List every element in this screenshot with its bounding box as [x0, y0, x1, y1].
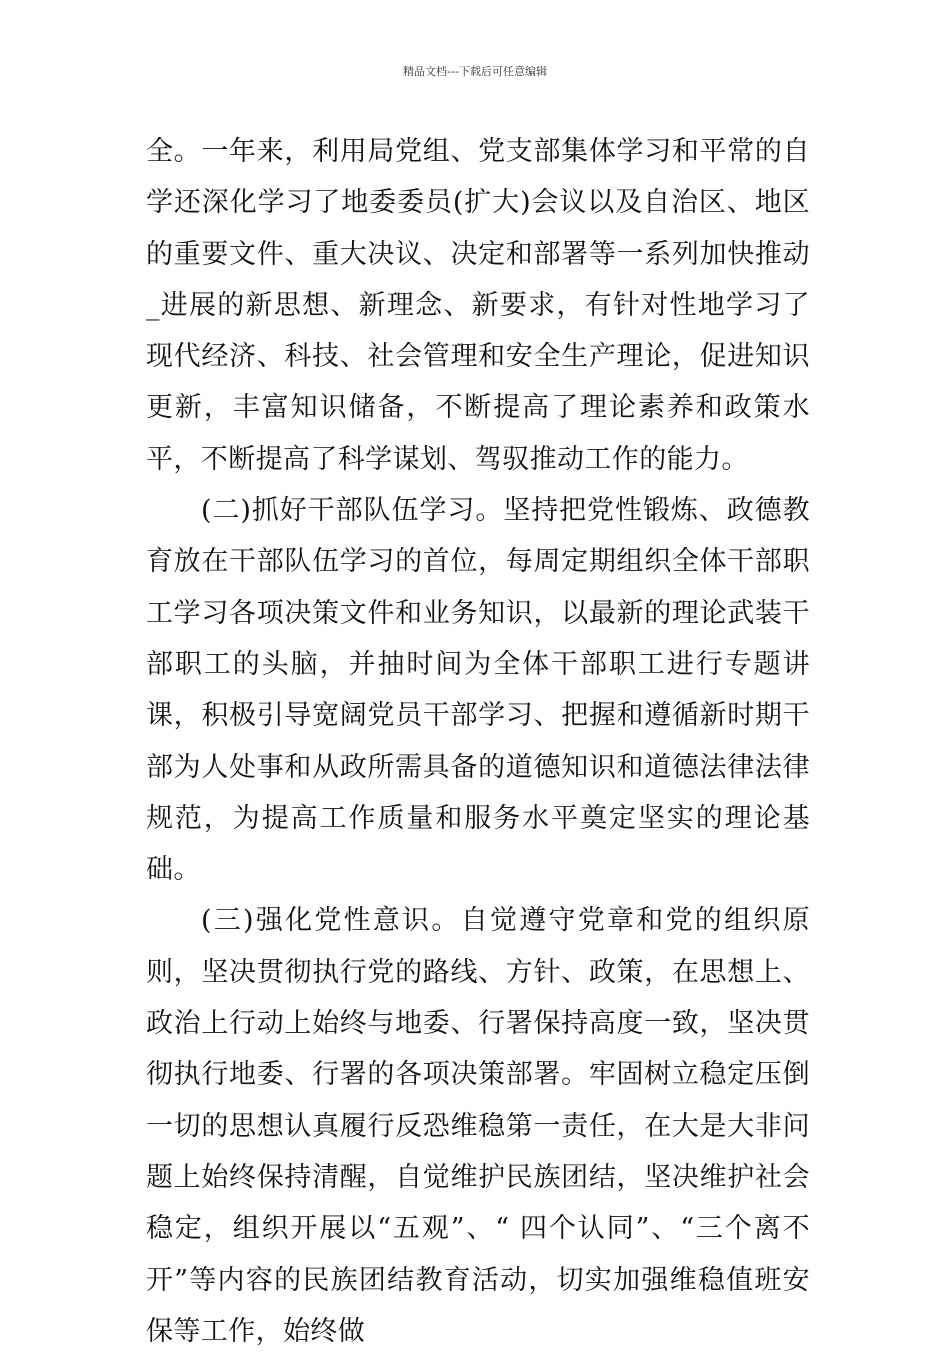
document-body — [146, 126, 810, 1357]
page-header: 精品文档---下载后可任意编辑 — [403, 65, 547, 78]
paragraph-continued: 全。一年来，利用局党组、党支部集体学习和平常的自学还深化学习了地委委员(扩大)会议以及自治区、地区的重要文件、重大决议、决定和部署等一系列加快推动_进展的新思想、新理念、新要求，有针对性地学习了现代经济、科技、社会管理和安全生产理论，促进知识更新，丰富知识储备，不断提高了理论素养和政策水平，不断提高了科学谋划、驾驭推动工作的能力。 — [146, 136, 810, 475]
paragraph-cadre-study: (二)抓好干部队伍学习。坚持把党性锻炼、政德教育放在干部队伍学习的首位，每周定期组织全体干部职工学习各项决策文件和业务知识，以最新的理论武装干部职工的头脑，并抽时间为全体干部职工进行专题讲课，积极引导宽阔党员干部学习、把握和遵循新时期干部为人处事和从政所需具备的道德知识和道德法律法律规范，为提高工作质量和服务水平奠定坚实的理论基础。 — [146, 495, 810, 886]
paragraph-party-awareness: (三)强化党性意识。自觉遵守党章和党的组织原则，坚决贯彻执行党的路线、方针、政策，在思想上、政治上行动上始终与地委、行署保持高度一致，坚决贯彻执行地委、行署的各项决策部署。牢固树立稳定压倒一切的思想认真履行反恐维稳第一责任，在大是大非问题上始终保持清醒，自觉维护民族团结，坚决维护社会稳定，组织开展以“五观”、“ 四个认同”、“三个离不开”等内容的民族团结教育活动，切实加强维稳值班安保等工作，始终做 — [146, 905, 810, 1347]
